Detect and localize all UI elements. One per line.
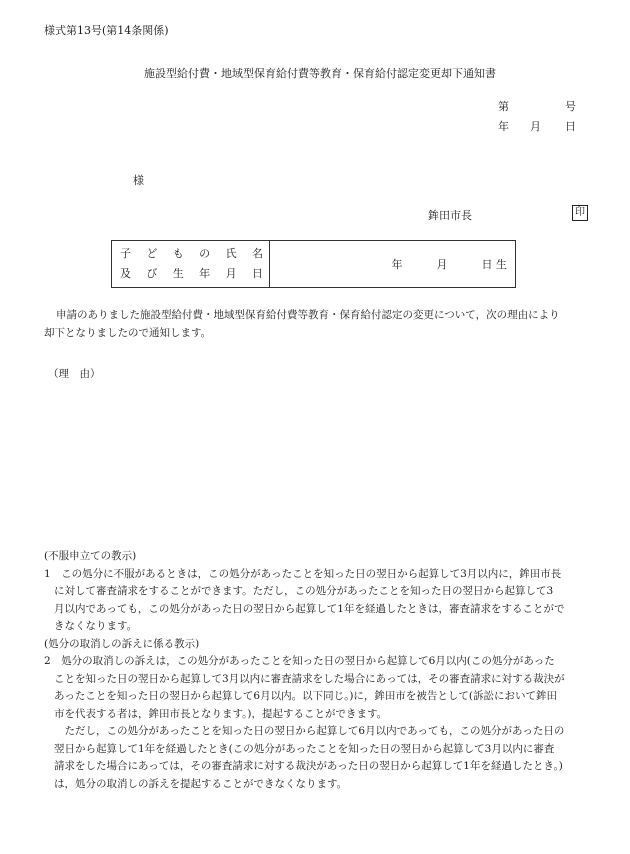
child-info-table (111, 240, 516, 288)
dob-year: 年 (391, 258, 403, 271)
doc-number-dai: 第 (498, 100, 509, 113)
issuer-name: 鉾田市長 (428, 209, 472, 222)
body-line: 却下となりましたので通知します。 (44, 326, 212, 339)
addressee-suffix: 様 (133, 174, 144, 187)
label-char: 日 (251, 267, 263, 280)
body-text (44, 307, 596, 342)
appeal-line: ことを知った日の翌日から起算して3月以内に審査請求をした場合にあっては，その審査請求に対する裁決が (54, 672, 565, 685)
child-name-label (112, 244, 269, 264)
birthdate-label (112, 264, 269, 284)
label-cell (112, 241, 270, 288)
appeal-notice (44, 548, 596, 793)
label-char: び (146, 267, 158, 280)
appeal-line: 翌日から起算して1年を経過したとき(この処分があったことを知った日の翌日から起算して3月以内に審査 (54, 742, 555, 755)
appeal-line: に対して審査請求をすることができます。ただし，この処分があったことを知った日の翌日から起算して3 (54, 585, 554, 597)
appeal-line: ただし，この処分があったことを知った日の翌日から起算して6月以内であっても，この処分があった日の (54, 725, 565, 737)
document-title: 施設型給付費・地域型保育給付費等教育・保育給付認定変更却下通知書 (144, 67, 496, 80)
appeal-line: 請求をした場合にあっては，その審査請求に対する裁決があった日の翌日から起算して1年を経過したとき。) (54, 760, 563, 772)
label-char: 年 (199, 267, 211, 280)
birthdate-units (270, 256, 515, 272)
label-char: ど (146, 247, 158, 260)
value-cell (270, 241, 516, 288)
doc-number-go: 号 (565, 100, 576, 113)
label-char: 月 (225, 267, 237, 280)
dob-month: 月 (436, 258, 448, 271)
appeal-line: きなくなります。 (54, 620, 138, 632)
appeal-line: あったことを知った日の翌日から起算して6月以内。以下同じ。)に，鉾田市を被告として(訴訟において鉾田 (54, 690, 558, 702)
label-char: 生 (172, 267, 184, 280)
label-char: も (172, 247, 184, 260)
date-month: 月 (530, 120, 541, 133)
appeal-line: 1 この処分に不服があるときは，この処分があったことを知った日の翌日から起算して3月以内に，鉾田市長 (44, 567, 562, 580)
label-char: 子 (120, 247, 131, 260)
label-char: の (199, 247, 211, 260)
label-char: 及 (120, 267, 131, 280)
appeal-line: 月以内であっても，この処分があった日の翌日から起算して1年を経過したときは，審査請求をすることがで (54, 602, 565, 615)
label-char: 氏 (225, 247, 237, 260)
seal-stamp: 印 (572, 205, 588, 221)
reason-label: （理 由） (48, 368, 101, 380)
date-year: 年 (498, 120, 509, 133)
appeal-line: は，処分の取消しの訴えを提起することができなくなります。 (54, 777, 348, 790)
dob-day: 日 生 (481, 258, 507, 271)
appeal-heading: (処分の取消しの訴えに係る教示) (44, 637, 200, 650)
label-char: 名 (251, 247, 263, 260)
appeal-line: 2 処分の取消しの訴えは，この処分があったことを知った日の翌日から起算して6月以内(この処分があった (44, 655, 555, 667)
body-line: 申請のありました施設型給付費・地域型保育給付費等教育・保育給付認定の変更について，次の理由により (56, 309, 560, 321)
appeal-heading: (不服申立ての教示) (44, 550, 137, 562)
date-day: 日 (565, 120, 576, 133)
form-number: 様式第13号(第14条関係) (44, 24, 169, 37)
appeal-line: 市を代表する者は，鉾田市長となります。)，提起することができます。 (54, 707, 388, 720)
